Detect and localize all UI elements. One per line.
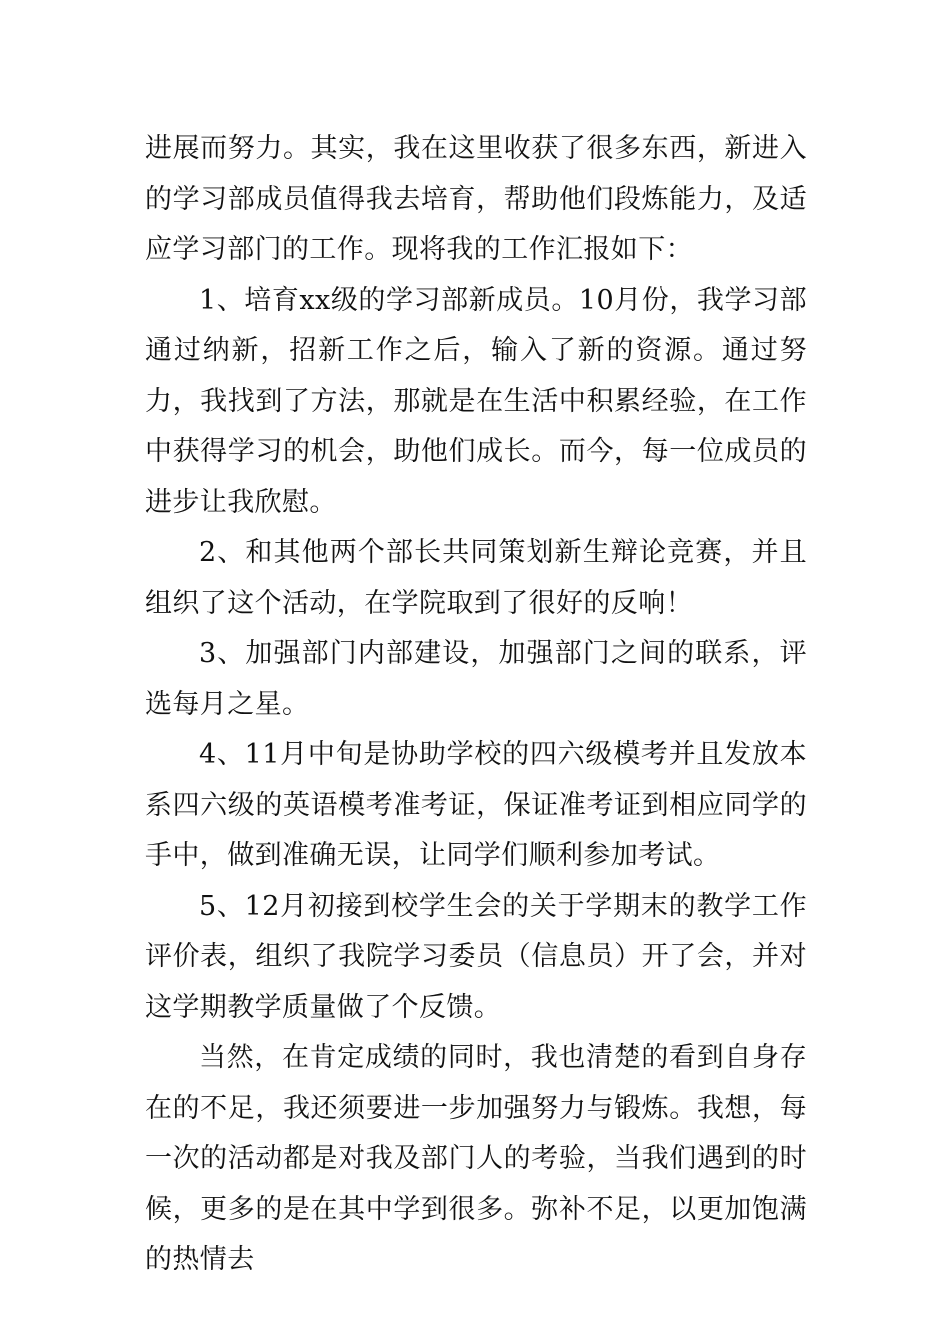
- paragraph-item-4: 4、11月中旬是协助学校的四六级模考并且发放本系四六级的英语模考准考证，保证准考证到相应同学的手中，做到准确无误，让同学们顺利参加考试。: [145, 739, 807, 871]
- paragraph-item-1: 1、培育xx级的学习部新成员。10月份，我学习部通过纳新，招新工作之后，输入了新的资源。通过努力，我找到了方法，那就是在生活中积累经验，在工作中获得学习的机会，助他们成长。而今，每一位成员的进步让我欣慰。: [145, 284, 807, 518]
- paragraph-item-5: 5、12月初接到校学生会的关于学期末的教学工作评价表，组织了我院学习委员（信息员）开了会，并对这学期教学质量做了个反馈。: [145, 890, 807, 1023]
- paragraph-conclusion: 当然，在肯定成绩的同时，我也清楚的看到自身存在的不足，我还须要进一步加强努力与锻炼。我想，每一次的活动都是对我及部门人的考验，当我们遇到的时候，更多的是在其中学到很多。弥补不足，以更加饱满的热情去: [145, 1042, 807, 1275]
- body-text: [145, 124, 807, 1286]
- paragraph-item-2: 2、和其他两个部长共同策划新生辩论竞赛，并且组织了这个活动，在学院取到了很好的反响！: [145, 537, 807, 619]
- paragraph-intro: 进展而努力。其实，我在这里收获了很多东西，新进入的学习部成员值得我去培育，帮助他们段炼能力，及适应学习部门的工作。现将我的工作汇报如下：: [145, 133, 807, 265]
- paragraph-item-3: 3、加强部门内部建设，加强部门之间的联系，评选每月之星。: [145, 638, 807, 720]
